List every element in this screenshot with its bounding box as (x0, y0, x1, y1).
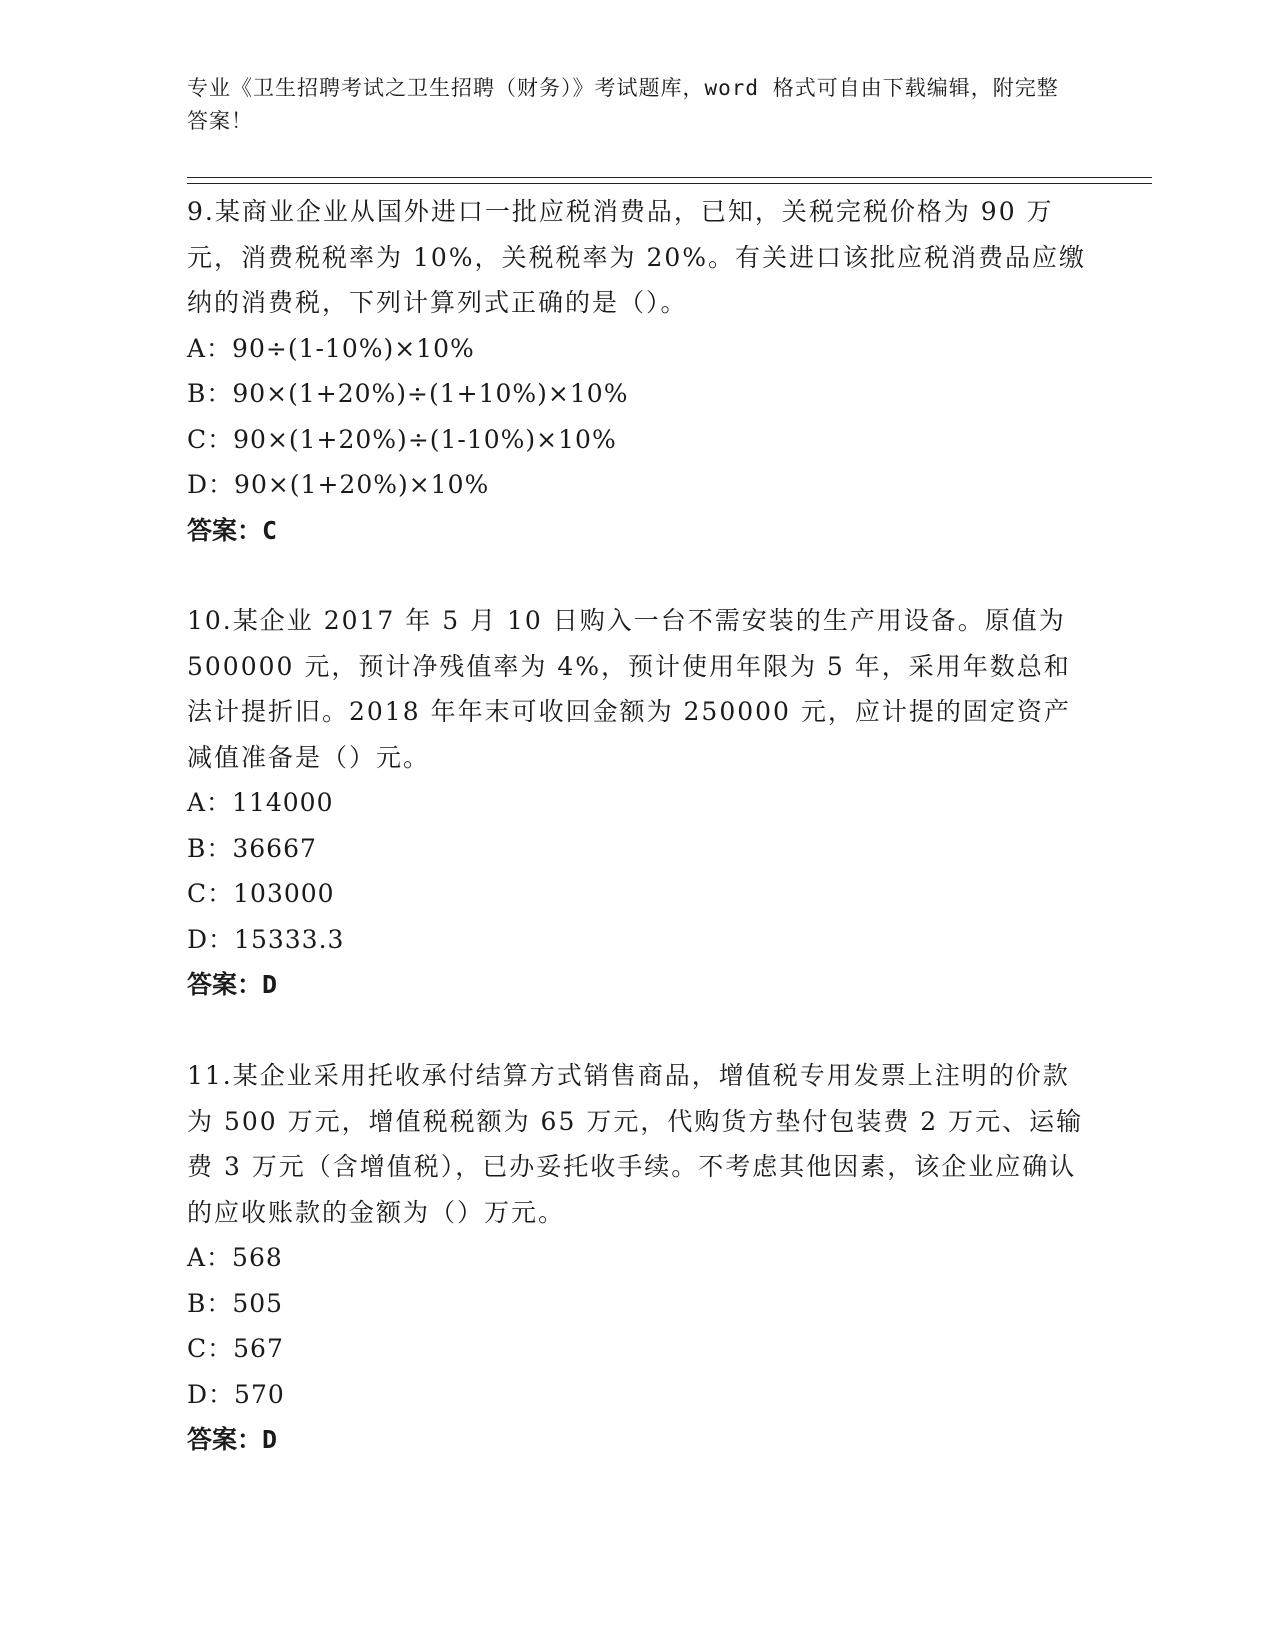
document-header: 专业《卫生招聘考试之卫生招聘（财务）》考试题库，word 格式可自由下载编辑，附完整答案！ (187, 76, 1059, 133)
header-rule-top (187, 177, 1152, 178)
answer: 答案：D (187, 970, 278, 999)
answer: 答案：D (187, 1425, 278, 1454)
question-stem: 9.某商业企业从国外进口一批应税消费品，已知，关税完税价格为 90 万元，消费税税率为 10%，关税税率为 20%。有关进口该批应税消费品应缴纳的消费税，下列计算列式正确的是（）。 (187, 197, 1087, 317)
option-c: C：567 (187, 1334, 284, 1363)
answer: 答案：C (187, 515, 278, 545)
question-stem: 10.某企业 2017 年 5 月 10 日购入一台不需安装的生产用设备。原值为 500000 元，预计净残值率为 4%，预计使用年限为 5 年，采用年数总和法计提折旧。2018 年年末可收回金额为 250000 元，应计提的固定资产减值准备是（）元。 (187, 606, 1071, 772)
option-d: D：90×(1+20%)×10% (187, 470, 490, 499)
option-c: C：103000 (187, 879, 335, 908)
option-b: B：90×(1+20%)÷(1+10%)×10% (187, 379, 629, 408)
option-b: B：36667 (187, 833, 317, 863)
option-b: B：505 (187, 1288, 284, 1318)
option-a: A：568 (187, 1243, 283, 1272)
question-11 (187, 1053, 1087, 1463)
option-a: A：90÷(1-10%)×10% (187, 333, 475, 363)
option-c: C：90×(1+20%)÷(1-10%)×10% (187, 424, 617, 454)
header-rule-bottom (187, 183, 1152, 184)
question-9 (187, 189, 1087, 554)
question-stem: 11.某企业采用托收承付结算方式销售商品，增值税专用发票上注明的价款为 500 万元，增值税税额为 65 万元，代购货方垫付包装费 2 万元、运输费 3 万元（含增值税），已办妥托收手续。不考虑其他因素，该企业应确认的应收账款的金额为（）万元。 (187, 1061, 1084, 1227)
option-d: D：570 (187, 1379, 285, 1409)
question-10 (187, 598, 1087, 1008)
option-a: A：114000 (187, 788, 334, 817)
option-d: D：15333.3 (187, 924, 345, 954)
